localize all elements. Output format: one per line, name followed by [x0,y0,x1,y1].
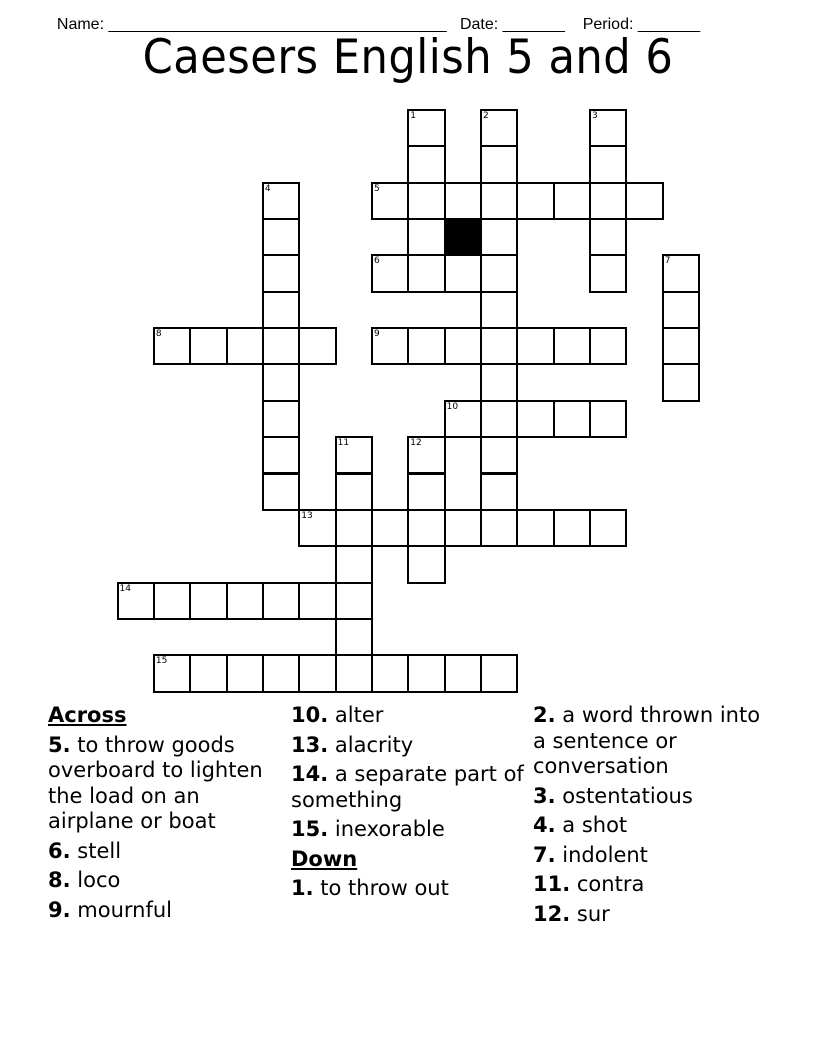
clue-number: 11 [337,438,350,449]
clue-number: 6 [373,256,380,267]
grid-cell[interactable] [189,654,227,692]
grid-cell[interactable] [262,291,300,329]
grid-cell[interactable] [335,618,373,656]
grid-cell[interactable] [407,509,445,547]
clue-down-1: 1. to throw out [291,876,449,900]
clues-column-1 [48,703,283,927]
grid-cell[interactable] [226,327,264,365]
clue-down-4: 4. a shot [533,813,628,837]
grid-cell[interactable] [262,436,300,474]
grid-cell[interactable] [553,400,591,438]
grid-cell[interactable] [298,509,336,547]
grid-cell[interactable] [407,473,445,511]
grid-cell[interactable] [480,363,518,401]
grid-cell[interactable] [444,509,482,547]
grid-cell[interactable] [298,582,336,620]
grid-cell[interactable] [153,654,191,692]
clue-down-12: 12. sur [533,901,610,926]
grid-cell[interactable] [589,182,627,220]
grid-cell[interactable] [553,327,591,365]
clue-number: 3 [592,111,598,121]
grid-cell[interactable] [335,436,373,474]
grid-cell[interactable] [189,582,227,620]
grid-cell[interactable] [407,218,445,256]
clues-column-2 [291,703,531,906]
grid-cell[interactable] [407,436,445,474]
clue-number: 4 [264,183,271,194]
grid-cell[interactable] [298,654,336,692]
grid-cell[interactable] [480,145,518,183]
grid-cell[interactable] [480,109,518,147]
grid-cell[interactable] [407,654,445,692]
grid-cell[interactable] [589,218,627,256]
grid-cell[interactable] [335,545,373,583]
clue-across-14: 14. a separate part of something [291,762,524,812]
grid-cell[interactable] [407,254,445,292]
grid-cell[interactable] [662,363,700,401]
grid-cell[interactable] [262,254,300,292]
clue-number: 10 [446,401,459,412]
clue-across-8: 8. loco [48,868,121,892]
grid-cell[interactable] [262,363,300,401]
grid-cell[interactable] [335,509,373,547]
clue-down-2: 2. a word thrown into a sentence or conversation [533,703,761,778]
clue-down-3: 3. ostentatious [533,783,693,808]
grid-cell[interactable] [662,327,700,365]
clue-across-5: 5. to throw goods overboard to lighten the load on an airplane or boat [48,732,263,833]
grid-cell[interactable] [516,327,554,365]
clue-number: 1 [410,111,417,121]
grid-cell[interactable] [371,327,409,365]
grid-cell[interactable] [553,182,591,220]
grid-cell[interactable] [226,582,264,620]
clue-number: 15 [155,656,168,667]
grid-cell[interactable] [589,109,627,147]
clue-across-6: 6. stell [48,838,122,863]
grid-cell[interactable] [262,327,300,365]
grid-cell[interactable] [625,182,663,220]
grid-cell[interactable] [335,582,373,620]
clue-across-15: 15. inexorable [291,817,445,841]
grid-cell[interactable] [153,327,191,365]
clue-number: 5 [373,183,380,194]
grid-cell[interactable] [262,654,300,692]
clues-column-3 [533,703,773,931]
grid-cell[interactable] [444,327,482,365]
grid-cell[interactable] [589,327,627,365]
grid-cell[interactable] [117,582,155,620]
grid-cell[interactable] [407,182,445,220]
grid-cell[interactable] [589,145,627,183]
black-square [444,218,482,256]
grid-cell[interactable] [407,109,445,147]
grid-cell[interactable] [262,218,300,256]
puzzle-title: Caesers English 5 and 6 [142,30,674,85]
period-field-label: Period: _______ [582,16,701,33]
across-heading: Across [48,703,127,727]
grid-cell[interactable] [589,509,627,547]
grid-cell[interactable] [480,291,518,329]
clue-across-10: 10. alter [291,703,384,727]
clue-across-9: 9. mournful [48,897,173,922]
grid-cell[interactable] [371,254,409,292]
grid-cell[interactable] [516,182,554,220]
grid-cell[interactable] [480,400,518,438]
clue-number: 13 [301,510,313,521]
grid-cell[interactable] [262,473,300,511]
grid-cell[interactable] [516,509,554,547]
clue-number: 2 [483,111,489,121]
clue-number: 9 [373,329,380,340]
grid-cell[interactable] [444,182,482,220]
clue-number: 14 [119,583,131,594]
grid-cell[interactable] [444,400,482,438]
grid-cell[interactable] [480,254,518,292]
grid-cell[interactable] [407,545,445,583]
date-field-label: Date: _______ [459,16,565,33]
grid-cell[interactable] [335,473,373,511]
grid-cell[interactable] [589,400,627,438]
name-field-label: Name: ______________________________________ [56,16,447,33]
clue-down-7: 7. indolent [533,842,648,867]
grid-cell[interactable] [371,182,409,220]
grid-cell[interactable] [407,327,445,365]
grid-cell[interactable] [407,145,445,183]
grid-cell[interactable] [480,218,518,256]
grid-cell[interactable] [226,654,264,692]
grid-cell[interactable] [298,327,336,365]
grid-cell[interactable] [480,182,518,220]
down-heading: Down [291,846,358,871]
grid-cell[interactable] [480,327,518,365]
grid-cell[interactable] [662,291,700,329]
grid-cell[interactable] [371,509,409,547]
grid-cell[interactable] [371,654,409,692]
grid-cell[interactable] [444,254,482,292]
grid-cell[interactable] [516,400,554,438]
clue-across-13: 13. alacrity [291,732,414,757]
grid-cell[interactable] [480,473,518,511]
grid-cell[interactable] [662,254,700,292]
clue-down-11: 11. contra [533,872,645,896]
clue-number: 8 [155,329,162,340]
grid-cell[interactable] [480,654,518,692]
grid-cell[interactable] [335,654,373,692]
grid-cell[interactable] [189,327,227,365]
grid-cell[interactable] [444,654,482,692]
grid-cell[interactable] [589,254,627,292]
clue-number: 7 [664,256,671,267]
grid-cell[interactable] [553,509,591,547]
clue-number: 12 [410,438,422,449]
grid-cell[interactable] [262,400,300,438]
grid-cell[interactable] [480,509,518,547]
grid-cell[interactable] [480,436,518,474]
grid-cell[interactable] [262,182,300,220]
grid-cell[interactable] [153,582,191,620]
grid-cell[interactable] [262,582,300,620]
